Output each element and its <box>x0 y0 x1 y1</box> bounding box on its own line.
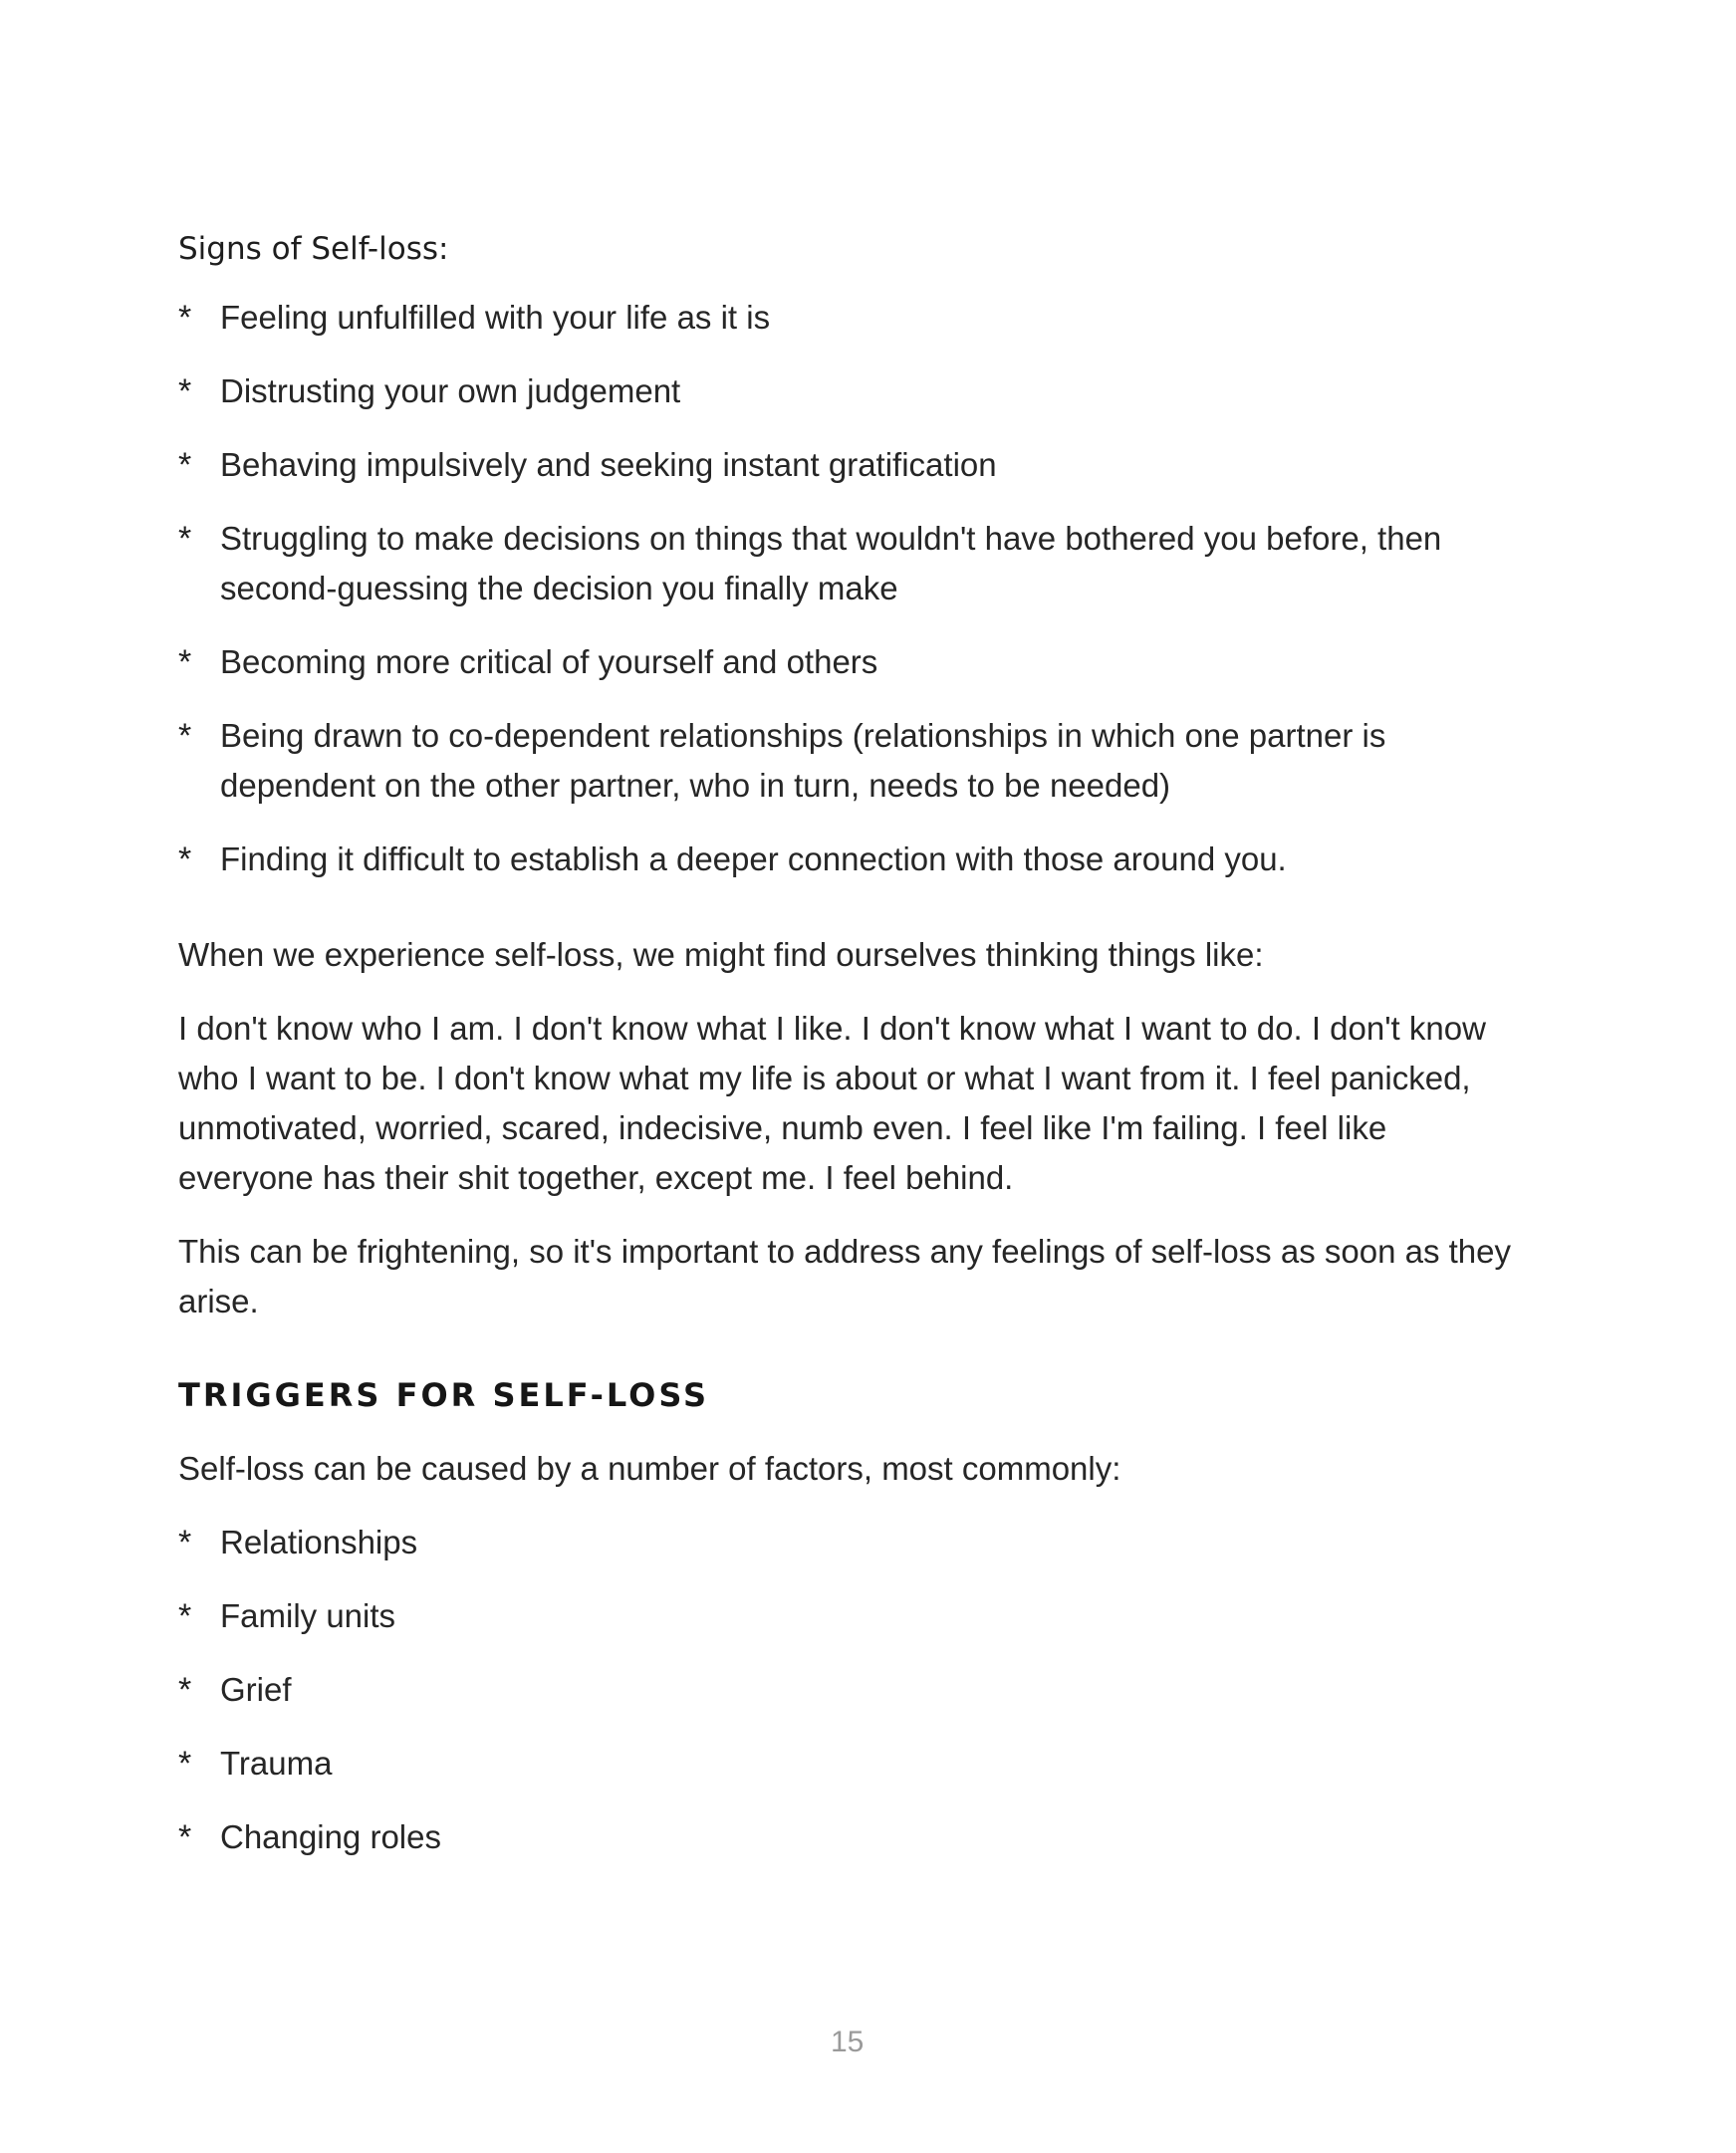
page-content <box>178 225 1523 1862</box>
bullet-asterisk: * <box>178 1818 192 1856</box>
bullet-asterisk: * <box>178 840 192 878</box>
bullet-asterisk: * <box>178 1524 192 1561</box>
list-item-text: Finding it difficult to establish a deeper connection with those around you. <box>220 840 1287 877</box>
list-item-text: Trauma <box>220 1745 333 1782</box>
list-item <box>178 1518 1523 1567</box>
list-item <box>178 1739 1523 1789</box>
triggers-heading: TRIGGERS FOR SELF-LOSS <box>178 1376 709 1414</box>
thoughts-intro: When we experience self-loss, we might find ourselves thinking things like: <box>178 936 1264 973</box>
bullet-asterisk: * <box>178 299 192 337</box>
list-item <box>178 711 1523 811</box>
list-item <box>178 1591 1523 1641</box>
list-item <box>178 293 1523 343</box>
triggers-list <box>178 1518 1523 1862</box>
bullet-asterisk: * <box>178 717 192 755</box>
list-item-text: Family units <box>220 1597 396 1634</box>
bullet-asterisk: * <box>178 372 192 410</box>
bullet-asterisk: * <box>178 1671 192 1709</box>
list-item-text: Behaving impulsively and seeking instant gratification <box>220 446 997 483</box>
bullet-asterisk: * <box>178 1597 192 1635</box>
list-item <box>178 440 1523 490</box>
list-item-text: Changing roles <box>220 1818 441 1855</box>
bullet-asterisk: * <box>178 1745 192 1783</box>
list-item-text: Being drawn to co-dependent relationships (relationships in which one partner is dependent on the other partner, who in turn, needs to be needed) <box>220 717 1386 804</box>
signs-heading: Signs of Self-loss: <box>178 231 449 267</box>
list-item-text: Distrusting your own judgement <box>220 372 681 409</box>
list-item-text: Becoming more critical of yourself and others <box>220 643 878 680</box>
signs-list <box>178 293 1523 884</box>
list-item-text: Relationships <box>220 1524 418 1560</box>
list-item-text: Struggling to make decisions on things that wouldn't have bothered you before, then second-guessing the decision you finally make <box>220 520 1442 606</box>
list-item <box>178 835 1523 884</box>
frightening-paragraph: This can be frightening, so it's important to address any feelings of self-loss as soon as they arise. <box>178 1233 1511 1319</box>
list-item-text: Grief <box>220 1671 292 1708</box>
bullet-asterisk: * <box>178 520 192 558</box>
page-number: 15 <box>831 2026 865 2058</box>
thoughts-paragraph: I don't know who I am. I don't know what I like. I don't know what I want to do. I don't know who I want to be. I don't know what my life is about or what I want from it. I feel panicked, unmotivated, worried, scared, indecisive, numb even. I feel like I'm failing. I feel like everyone has their shit together, except me. I feel behind. <box>178 1010 1486 1196</box>
list-item <box>178 637 1523 687</box>
list-item <box>178 1812 1523 1862</box>
list-item <box>178 514 1523 613</box>
list-item <box>178 1665 1523 1715</box>
bullet-asterisk: * <box>178 643 192 681</box>
list-item-text: Feeling unfulfilled with your life as it is <box>220 299 771 336</box>
bullet-asterisk: * <box>178 446 192 484</box>
triggers-intro: Self-loss can be caused by a number of factors, most commonly: <box>178 1450 1121 1487</box>
list-item <box>178 366 1523 416</box>
